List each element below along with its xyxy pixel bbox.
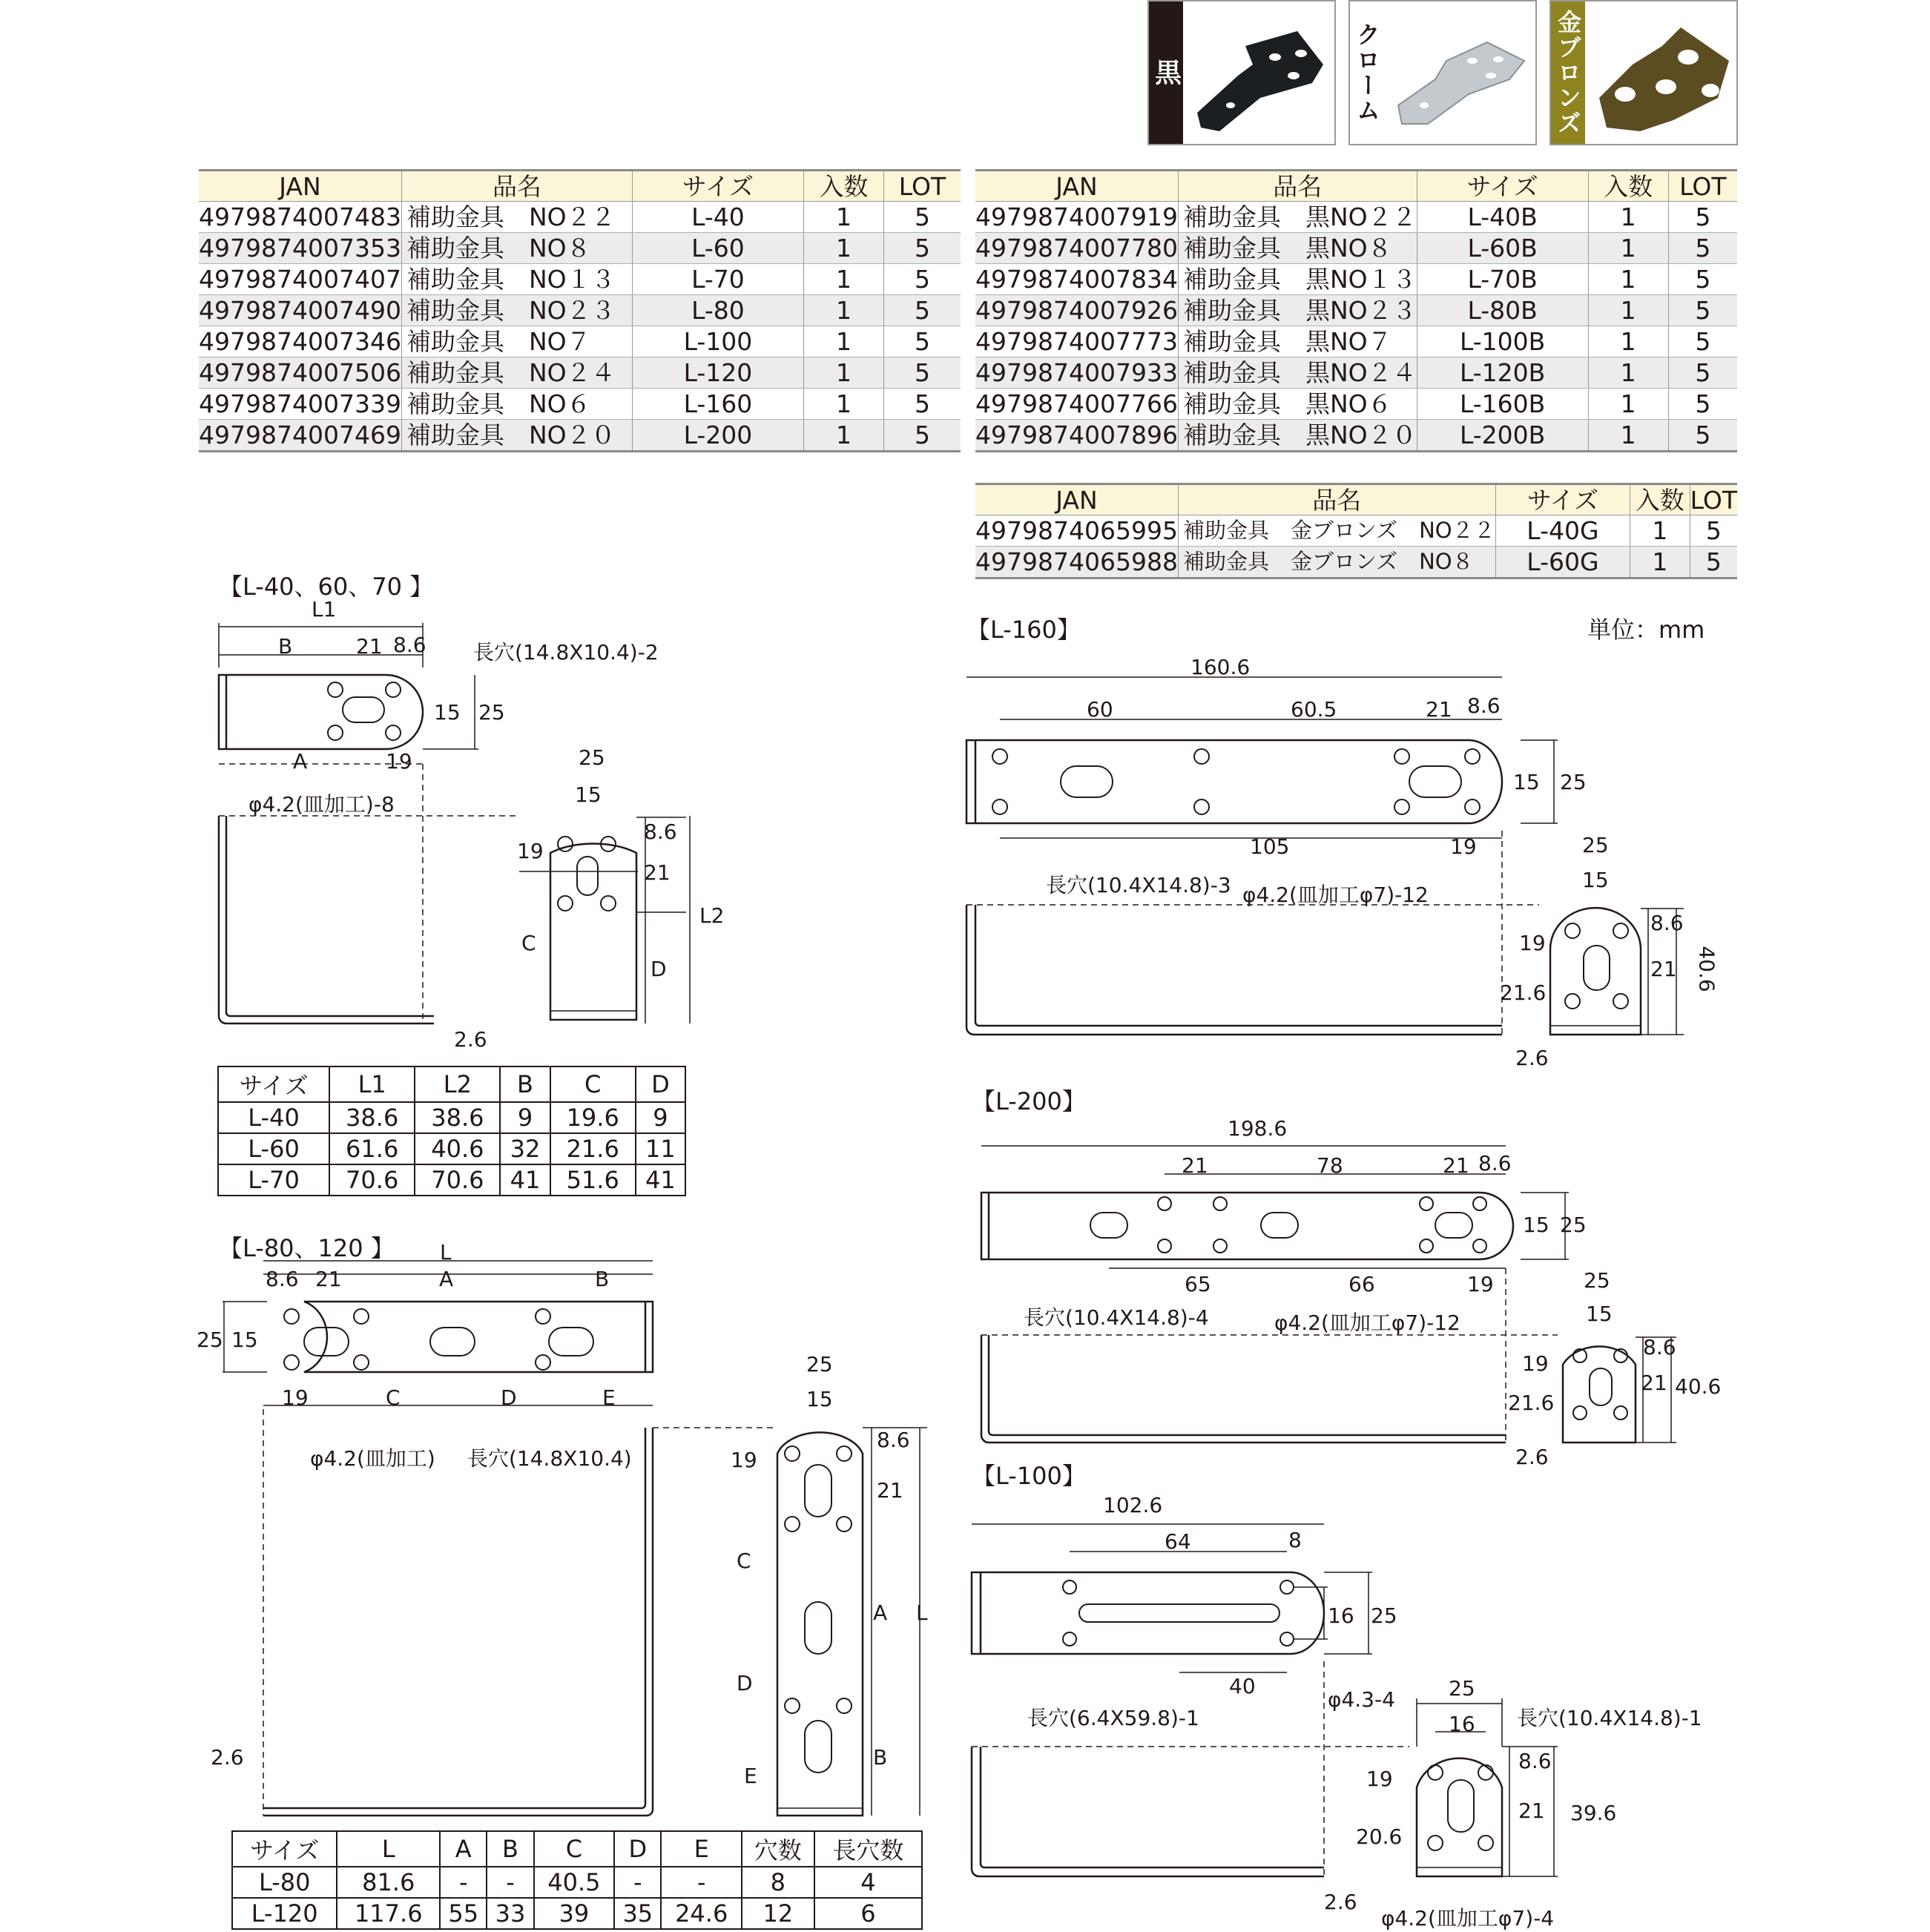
cell-qty: 1: [803, 295, 883, 326]
dim-65: 65: [1185, 1272, 1211, 1296]
end-dim-15: 15: [806, 1387, 833, 1411]
spec-cell: 41: [500, 1164, 550, 1196]
cell-size: L-70: [632, 264, 803, 295]
end-dim-21: 21: [1650, 957, 1677, 981]
end-dim-25: 25: [1582, 833, 1609, 857]
spec-cell: 33: [487, 1898, 533, 1929]
dim-25: 25: [478, 700, 505, 725]
dim-105: 105: [1250, 834, 1290, 859]
spec-cell: -: [614, 1867, 661, 1898]
dim-19: 19: [1467, 1272, 1494, 1296]
end-dim-D: D: [737, 1671, 753, 1695]
col-qty: 入数: [1630, 484, 1690, 515]
cell-qty: 1: [1588, 420, 1668, 452]
spec-cell: -: [661, 1867, 742, 1898]
spec-col-header: D: [636, 1066, 685, 1102]
spec-row: [218, 1164, 685, 1196]
spec-cell: 38.6: [415, 1102, 500, 1133]
cell-jan: 4979874007346: [199, 327, 401, 356]
cell-jan: 4979874007926: [975, 296, 1178, 325]
cell-qty: 1: [803, 389, 883, 420]
cell-name: 補助金具 黒NO２２: [1178, 202, 1417, 233]
cell-lot: 5: [1668, 295, 1737, 326]
spec-cell: 6: [814, 1898, 922, 1929]
end-dim-D: D: [651, 957, 667, 981]
cell-jan: 4979874007766: [975, 389, 1178, 418]
end-dim-25: 25: [1449, 1676, 1475, 1701]
end-dim-C: C: [521, 931, 536, 955]
end-dim-21: 21: [1518, 1799, 1545, 1823]
spec-cell: 9: [500, 1102, 550, 1133]
spec-cell: 70.6: [329, 1164, 415, 1196]
dim-19: 19: [1450, 834, 1477, 859]
cell-lot: 5: [1668, 420, 1737, 452]
end-dim-8-6: 8.6: [1650, 911, 1684, 935]
spec-cell: 12: [742, 1898, 814, 1929]
cell-size: L-40: [632, 202, 803, 233]
hole-note: φ4.2(皿加工φ7)-12: [1274, 1310, 1460, 1335]
end-dim-L: L: [916, 1600, 928, 1625]
spec-row: [232, 1898, 922, 1929]
end-dim-21: 21: [644, 860, 671, 885]
cell-jan: 4979874065995: [975, 516, 1178, 545]
cell-size: L-200B: [1417, 420, 1588, 452]
cell-name: 補助金具 黒NO２０: [1178, 420, 1417, 452]
cell-size: L-160B: [1417, 389, 1588, 420]
cell-qty: 1: [803, 357, 883, 389]
end-dim-21: 21: [1641, 1371, 1667, 1395]
dim-25: 25: [1560, 770, 1587, 794]
cell-qty: 1: [1588, 389, 1668, 420]
dim-total: 198.6: [1228, 1116, 1288, 1141]
swatch-label-bronze: 金ブロンズ: [1551, 1, 1585, 144]
spec-col-header: サイズ: [232, 1831, 337, 1867]
dim-15: 15: [231, 1328, 258, 1352]
cell-jan: 4979874065988: [975, 547, 1178, 578]
spec-row: [232, 1867, 922, 1898]
cell-jan: 4979874007490: [199, 296, 401, 325]
cell-qty: 1: [1588, 202, 1668, 233]
end-dim-8-6: 8.6: [1518, 1749, 1552, 1773]
end-dim-E: E: [744, 1764, 757, 1788]
slot-note: 長穴(10.4X14.8)-3: [1046, 873, 1231, 897]
cell-jan: 4979874007339: [199, 389, 401, 418]
dim-60: 60: [1087, 697, 1113, 722]
cell-jan: 4979874007933: [975, 358, 1178, 387]
cell-name: 補助金具 黒NO８: [1178, 233, 1417, 264]
end-dim-25: 25: [579, 745, 605, 770]
cell-qty: 1: [1588, 326, 1668, 357]
cell-lot: 5: [1668, 264, 1737, 295]
hole-note: φ4.2(皿加工): [310, 1446, 435, 1471]
cell-size: L-40G: [1495, 515, 1630, 547]
end-slot-note: 長穴(10.4X14.8)-1: [1517, 1706, 1702, 1730]
thickness-2-6: 2.6: [1515, 1046, 1549, 1070]
end-dim-8-6: 8.6: [644, 820, 677, 844]
cell-name: 補助金具 黒NO２４: [1178, 357, 1417, 389]
cell-name: 補助金具 金ブロンズ NO２２: [1178, 515, 1495, 547]
dim-15: 15: [434, 700, 461, 725]
spec-cell: L-80: [232, 1867, 337, 1898]
end-dim-15: 15: [1582, 868, 1609, 892]
slot-note: 長穴(14.8X10.4): [467, 1446, 632, 1471]
cell-name: 補助金具 NO２４: [401, 357, 632, 389]
cell-qty: 1: [803, 326, 883, 357]
spec-cell: L-70: [218, 1164, 329, 1196]
end-dim-20-6: 20.6: [1356, 1824, 1403, 1849]
dim-L1: L1: [312, 597, 337, 622]
dim-15: 15: [1523, 1213, 1549, 1237]
spec-cell: -: [440, 1867, 487, 1898]
swatch-label-chrome: クローム: [1350, 1, 1384, 144]
cell-qty: 1: [803, 420, 883, 452]
section-title-l80: 【L-80、120 】: [219, 1234, 395, 1262]
spec-cell: 9: [636, 1102, 685, 1133]
cell-name: 補助金具 金ブロンズ NO８: [1178, 547, 1495, 578]
end-dim-15: 15: [575, 782, 602, 807]
spec-cell: 39: [534, 1898, 615, 1929]
dim-25: 25: [197, 1328, 223, 1352]
cell-qty: 1: [1588, 295, 1668, 326]
thickness-2-6: 2.6: [1324, 1890, 1357, 1914]
unit-label: 単位：mm: [1587, 616, 1705, 644]
dim-A: A: [439, 1267, 454, 1291]
end-dim-16: 16: [1449, 1712, 1475, 1736]
dim-60-5: 60.5: [1291, 697, 1337, 722]
cell-lot: 5: [1668, 326, 1737, 357]
spec-header-row: [218, 1066, 685, 1102]
end-dim-21-6: 21.6: [1508, 1391, 1555, 1415]
dim-E: E: [602, 1385, 616, 1410]
end-dim-40-6: 40.6: [1694, 946, 1719, 992]
dim-21: 21: [1426, 697, 1452, 722]
end-dim-25: 25: [806, 1352, 833, 1377]
dim-25: 25: [1560, 1213, 1587, 1237]
cell-name: 補助金具 黒NO２３: [1178, 295, 1417, 326]
end-dim-L2: L2: [699, 903, 725, 928]
col-lot: LOT: [883, 171, 961, 202]
cell-jan: 4979874007919: [975, 202, 1178, 231]
cell-name: 補助金具 黒NO１３: [1178, 264, 1417, 295]
dim-40: 40: [1229, 1674, 1256, 1698]
spec-col-header: D: [614, 1831, 661, 1867]
thickness-2-6: 2.6: [1515, 1445, 1549, 1469]
spec-cell: 55: [440, 1898, 487, 1929]
col-name: 品名: [1178, 171, 1417, 202]
spec-col-header: E: [661, 1831, 742, 1867]
cell-qty: 1: [803, 264, 883, 295]
col-name: 品名: [1178, 484, 1495, 515]
cell-size: L-100B: [1417, 326, 1588, 357]
cell-size: L-70B: [1417, 264, 1588, 295]
cell-jan: 4979874007353: [199, 234, 401, 263]
spec-cell: L-60: [218, 1133, 329, 1164]
cell-jan: 4979874007780: [975, 234, 1178, 263]
cell-lot: 5: [1668, 357, 1737, 389]
spec-cell: 32: [500, 1133, 550, 1164]
dim-15: 15: [1513, 770, 1540, 794]
end-dim-A: A: [873, 1600, 888, 1625]
dim-8-6: 8.6: [1467, 693, 1501, 718]
spec-row: [218, 1102, 685, 1133]
cell-qty: 1: [1588, 357, 1668, 389]
cell-name: 補助金具 NO１３: [401, 264, 632, 295]
cell-lot: 5: [1668, 389, 1737, 420]
cell-size: L-120B: [1417, 357, 1588, 389]
col-size: サイズ: [632, 171, 803, 202]
spec-col-header: 長穴数: [814, 1831, 922, 1867]
dim-64: 64: [1165, 1529, 1191, 1554]
swatch-label-black: 黒: [1149, 1, 1183, 144]
dim-8-6: 8.6: [393, 633, 426, 657]
col-size: サイズ: [1495, 484, 1630, 515]
col-jan: JAN: [199, 171, 401, 202]
cell-size: L-60: [632, 233, 803, 264]
section-title-l40: 【L-40、60、70 】: [219, 573, 434, 601]
spec-cell: -: [487, 1867, 533, 1898]
cell-lot: 5: [883, 357, 961, 389]
col-name: 品名: [401, 171, 632, 202]
dim-21b: 21: [1443, 1153, 1469, 1178]
dim-19: 19: [386, 749, 412, 774]
cell-lot: 5: [883, 233, 961, 264]
cell-size: L-40B: [1417, 202, 1588, 233]
spec-col-header: L: [337, 1831, 440, 1867]
spec-cell: 40.6: [415, 1133, 500, 1164]
cell-name: 補助金具 黒NO７: [1178, 326, 1417, 357]
spec-col-header: C: [534, 1831, 615, 1867]
col-size: サイズ: [1417, 171, 1588, 202]
end-dim-C: C: [737, 1549, 751, 1573]
cell-jan: 4979874007834: [975, 265, 1178, 294]
cell-jan: 4979874007469: [199, 420, 401, 452]
dim-A: A: [293, 749, 308, 774]
spec-col-header: C: [550, 1066, 636, 1102]
spec-col-header: B: [500, 1066, 550, 1102]
cell-size: L-80B: [1417, 295, 1588, 326]
cell-lot: 5: [1668, 202, 1737, 233]
spec-cell: L-120: [232, 1898, 337, 1929]
end-dim-19: 19: [1522, 1351, 1549, 1376]
cell-size: L-80: [632, 295, 803, 326]
end-dim-21-6: 21.6: [1500, 980, 1547, 1005]
dim-16: 16: [1328, 1603, 1354, 1628]
section-title-l200: 【L-200】: [972, 1087, 1086, 1115]
col-qty: 入数: [1588, 171, 1668, 202]
spec-cell: 41: [636, 1164, 685, 1196]
hole-note: φ4.2(皿加工)-8: [248, 792, 395, 817]
spec-cell: 35: [614, 1898, 661, 1929]
cell-lot: 5: [1690, 515, 1737, 547]
hole-note: φ4.2(皿加工φ7)-12: [1242, 883, 1429, 907]
cell-lot: 5: [883, 420, 961, 452]
cell-name: 補助金具 NO７: [401, 326, 632, 357]
dim-21: 21: [356, 634, 383, 659]
spec-cell: L-40: [218, 1102, 329, 1133]
dim-total: 160.6: [1190, 655, 1251, 679]
cell-qty: 1: [803, 233, 883, 264]
spec-row: [218, 1133, 685, 1164]
cell-jan: 4979874007483: [199, 202, 401, 231]
cell-lot: 5: [883, 202, 961, 233]
end-dim-21: 21: [877, 1478, 903, 1503]
dim-8-6: 8.6: [266, 1267, 299, 1291]
spec-header-row: [232, 1831, 922, 1867]
spec-cell: 4: [814, 1867, 922, 1898]
spec-cell: 19.6: [550, 1102, 636, 1133]
spec-cell: 61.6: [329, 1133, 415, 1164]
spec-col-header: L1: [329, 1066, 415, 1102]
dim-B: B: [278, 634, 293, 659]
cell-name: 補助金具 NO２０: [401, 420, 632, 452]
dim-78: 78: [1317, 1153, 1343, 1178]
cell-qty: 1: [1588, 233, 1668, 264]
thickness-2-6: 2.6: [454, 1027, 487, 1052]
spec-cell: 40.5: [534, 1867, 615, 1898]
cell-size: L-120: [632, 357, 803, 389]
end-dim-19: 19: [1519, 931, 1546, 955]
end-dim-B: B: [873, 1745, 888, 1770]
spec-col-header: A: [440, 1831, 487, 1867]
end-dim-19: 19: [1366, 1767, 1393, 1791]
dim-25: 25: [1371, 1603, 1397, 1628]
cell-jan: 4979874007506: [199, 358, 401, 387]
dim-L: L: [440, 1240, 452, 1265]
col-jan: JAN: [975, 484, 1178, 515]
cell-lot: 5: [1668, 233, 1737, 264]
slot-note: 長穴(10.4X14.8)-4: [1024, 1305, 1209, 1330]
spec-cell: 70.6: [415, 1164, 500, 1196]
thickness-2-6: 2.6: [211, 1745, 244, 1770]
hole-note: φ4.2(皿加工φ7)-4: [1381, 1906, 1555, 1931]
slot-note: 長穴(14.8X10.4)-2: [473, 640, 659, 665]
cell-lot: 5: [883, 264, 961, 295]
spec-cell: 117.6: [337, 1898, 440, 1929]
section-title-l160: 【L-160】: [966, 616, 1081, 644]
hole-4-3-note: φ4.3-4: [1328, 1687, 1395, 1712]
cell-lot: 5: [883, 389, 961, 420]
end-dim-19: 19: [517, 839, 544, 863]
col-lot: LOT: [1668, 171, 1737, 202]
cell-jan: 4979874007773: [975, 327, 1178, 356]
dim-66: 66: [1348, 1272, 1375, 1296]
end-dim-8-6: 8.6: [877, 1428, 910, 1452]
end-dim-25: 25: [1584, 1268, 1610, 1293]
end-dim-15: 15: [1586, 1302, 1613, 1326]
cell-name: 補助金具 NO２３: [401, 295, 632, 326]
cell-qty: 1: [803, 202, 883, 233]
spec-cell: 11: [636, 1133, 685, 1164]
end-dim-8-6: 8.6: [1643, 1335, 1676, 1359]
cell-size: L-100: [632, 326, 803, 357]
dim-19: 19: [282, 1385, 309, 1410]
end-dim-40-6: 40.6: [1675, 1374, 1722, 1399]
dim-8-6: 8.6: [1478, 1151, 1512, 1176]
dim-B: B: [595, 1267, 610, 1291]
cell-qty: 1: [1588, 264, 1668, 295]
col-jan: JAN: [975, 171, 1178, 202]
spec-table-l80: [231, 1830, 923, 1930]
cell-jan: 4979874007407: [199, 265, 401, 294]
dim-C: C: [386, 1385, 401, 1410]
cell-size: L-60G: [1495, 547, 1630, 578]
dim-21a: 21: [1182, 1153, 1208, 1178]
cell-size: L-200: [632, 420, 803, 452]
spec-col-header: L2: [415, 1066, 500, 1102]
dim-D: D: [501, 1385, 517, 1410]
cell-qty: 1: [1630, 547, 1690, 578]
cell-qty: 1: [1630, 515, 1690, 547]
spec-cell: 8: [742, 1867, 814, 1898]
spec-cell: 51.6: [550, 1164, 636, 1196]
cell-name: 補助金具 NO８: [401, 233, 632, 264]
spec-table-l40: [217, 1066, 686, 1196]
cell-lot: 5: [1690, 547, 1737, 578]
spec-col-header: サイズ: [218, 1066, 329, 1102]
dim-total: 102.6: [1103, 1493, 1163, 1517]
cell-name: 補助金具 NO６: [401, 389, 632, 420]
cell-lot: 5: [883, 295, 961, 326]
cell-name: 補助金具 黒NO６: [1178, 389, 1417, 420]
cell-jan: 4979874007896: [975, 420, 1178, 452]
cell-lot: 5: [883, 326, 961, 357]
spec-cell: 38.6: [329, 1102, 415, 1133]
cell-size: L-60B: [1417, 233, 1588, 264]
end-dim-19: 19: [731, 1448, 757, 1472]
spec-cell: 24.6: [661, 1898, 742, 1929]
slot-note: 長穴(6.4X59.8)-1: [1027, 1706, 1199, 1730]
dim-21: 21: [315, 1267, 342, 1291]
col-qty: 入数: [803, 171, 883, 202]
section-title-l100: 【L-100】: [972, 1462, 1086, 1490]
spec-cell: 81.6: [337, 1867, 440, 1898]
cell-size: L-160: [632, 389, 803, 420]
spec-col-header: 穴数: [742, 1831, 814, 1867]
spec-col-header: B: [487, 1831, 533, 1867]
spec-cell: 21.6: [550, 1133, 636, 1164]
end-dim-39-6: 39.6: [1570, 1801, 1617, 1825]
col-lot: LOT: [1690, 485, 1737, 515]
cell-name: 補助金具 NO２２: [401, 202, 632, 233]
dim-8: 8: [1288, 1528, 1302, 1552]
